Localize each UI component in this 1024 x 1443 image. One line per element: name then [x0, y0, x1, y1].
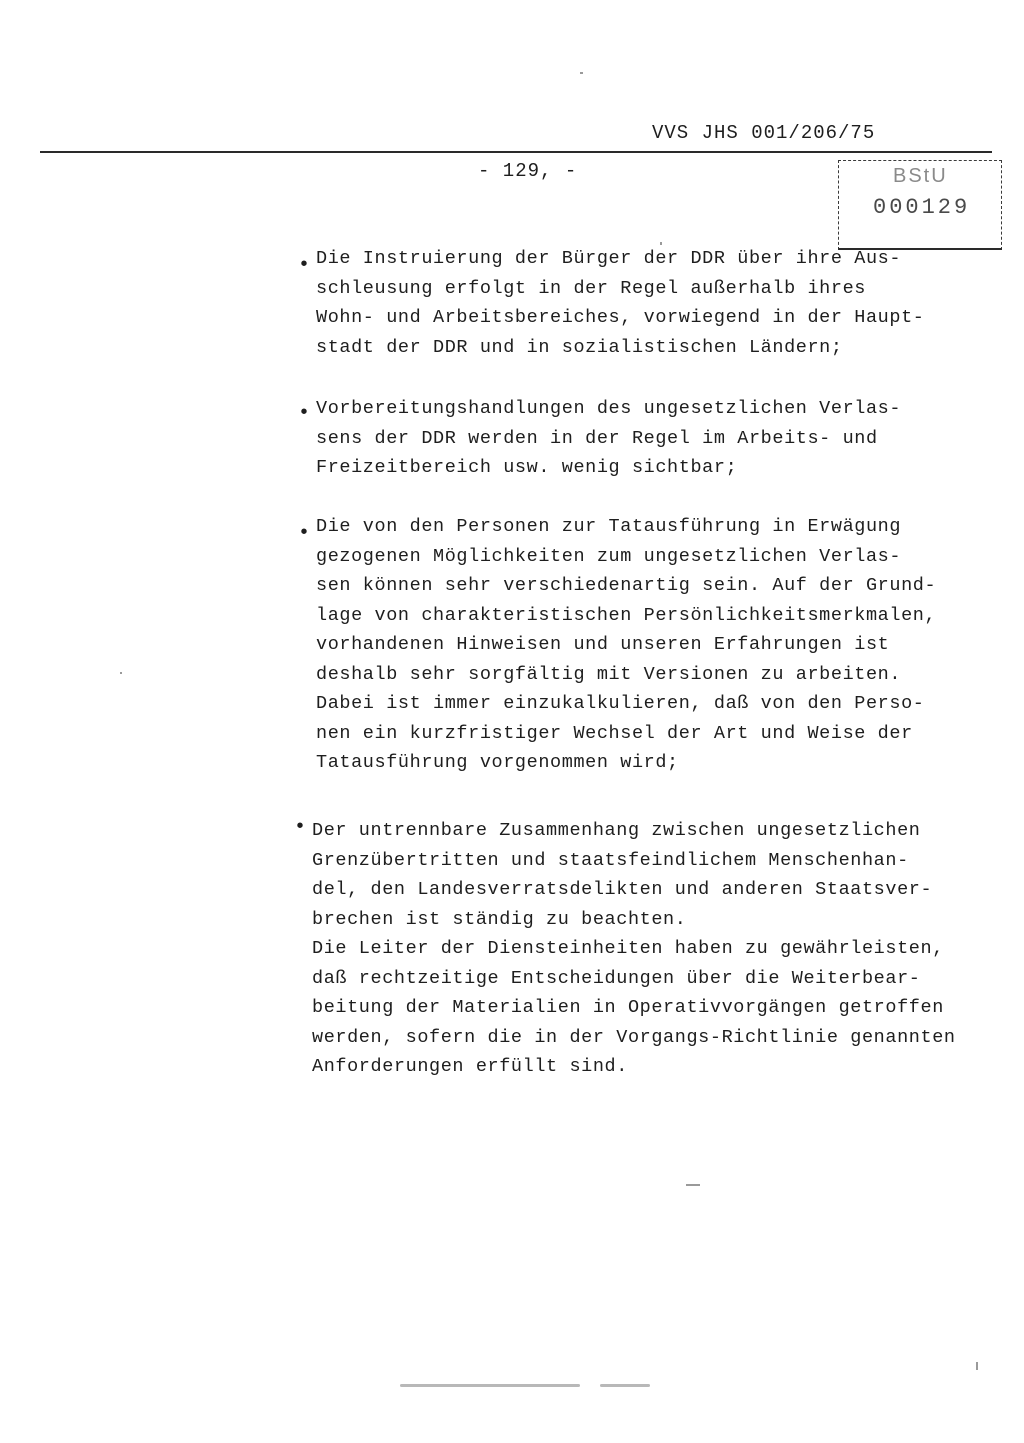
text-line: gezogenen Möglichkeiten zum ungesetzlichen Verlas-	[316, 545, 902, 567]
text-line: vorhandenen Hinweisen und unseren Erfahrungen ist	[316, 634, 890, 655]
page-number: - 129, -	[478, 160, 578, 182]
bullet-marker: •	[298, 254, 311, 277]
scan-speck	[660, 242, 662, 245]
text-line: Wohn- und Arbeitsbereiches, vorwiegend in der Haupt-	[316, 307, 925, 328]
stamp-page-number: 000129	[873, 195, 971, 220]
text-line: Die Leiter der Diensteinheiten haben zu gewährleisten,	[312, 938, 944, 959]
scan-speck	[580, 72, 583, 74]
text-line: lage von charakteristischen Persönlichkeitsmerkmalen,	[316, 604, 937, 626]
text-line: Freizeitbereich usw. wenig sichtbar;	[316, 457, 738, 478]
document-reference: VVS JHS 001/206/75	[652, 122, 876, 144]
scan-speck	[686, 1184, 700, 1186]
text-line: Die von den Personen zur Tatausführung in Erwägung	[316, 516, 902, 537]
header-rule	[40, 151, 992, 153]
archive-stamp	[838, 160, 1002, 250]
text-line: Grenzübertritten und staatsfeindlichem Menschenhan-	[312, 849, 909, 871]
text-line: brechen ist ständig zu beachten.	[312, 908, 687, 930]
text-line: Dabei ist immer einzukalkulieren, daß von den Perso-	[316, 693, 925, 714]
footer-smudge	[400, 1384, 580, 1387]
text-line: deshalb sehr sorgfältig mit Versionen zu arbeiten.	[316, 663, 902, 685]
footer-smudge	[600, 1384, 650, 1387]
text-line: nen ein kurzfristiger Wechsel der Art und Weise der	[316, 722, 913, 744]
stamp-archive-label: BStU	[893, 165, 948, 187]
text-line: Anforderungen erfüllt sind.	[312, 1056, 628, 1077]
text-line: beitung der Materialien in Operativvorgängen getroffen	[312, 997, 944, 1018]
text-line: sens der DDR werden in der Regel im Arbeits- und	[316, 427, 878, 449]
text-line: sen können sehr verschiedenartig sein. Auf der Grund-	[316, 575, 937, 596]
text-line: werden, sofern die in der Vorgangs-Richtlinie genannten	[312, 1026, 956, 1048]
list-item	[312, 816, 972, 1082]
list-item	[316, 512, 976, 778]
scan-speck	[976, 1362, 978, 1370]
list-item	[316, 244, 976, 362]
text-line: Die Instruierung der Bürger der DDR über ihre Aus-	[316, 248, 902, 269]
text-line: Tatausführung vorgenommen wird;	[316, 752, 679, 773]
text-line: del, den Landesverratsdelikten und anderen Staatsver-	[312, 879, 933, 900]
text-line: daß rechtzeitige Entscheidungen über die Weiterbear-	[312, 967, 921, 989]
scan-speck	[120, 672, 122, 674]
bullet-marker: •	[298, 522, 311, 545]
bullet-marker: •	[294, 816, 307, 839]
text-line: schleusung erfolgt in der Regel außerhalb ihres	[316, 277, 866, 299]
text-line: stadt der DDR und in sozialistischen Ländern;	[316, 336, 843, 358]
list-item	[316, 394, 976, 483]
bullet-marker: •	[298, 402, 311, 425]
text-line: Der untrennbare Zusammenhang zwischen ungesetzlichen	[312, 820, 921, 841]
text-line: Vorbereitungshandlungen des ungesetzlichen Verlas-	[316, 398, 902, 419]
